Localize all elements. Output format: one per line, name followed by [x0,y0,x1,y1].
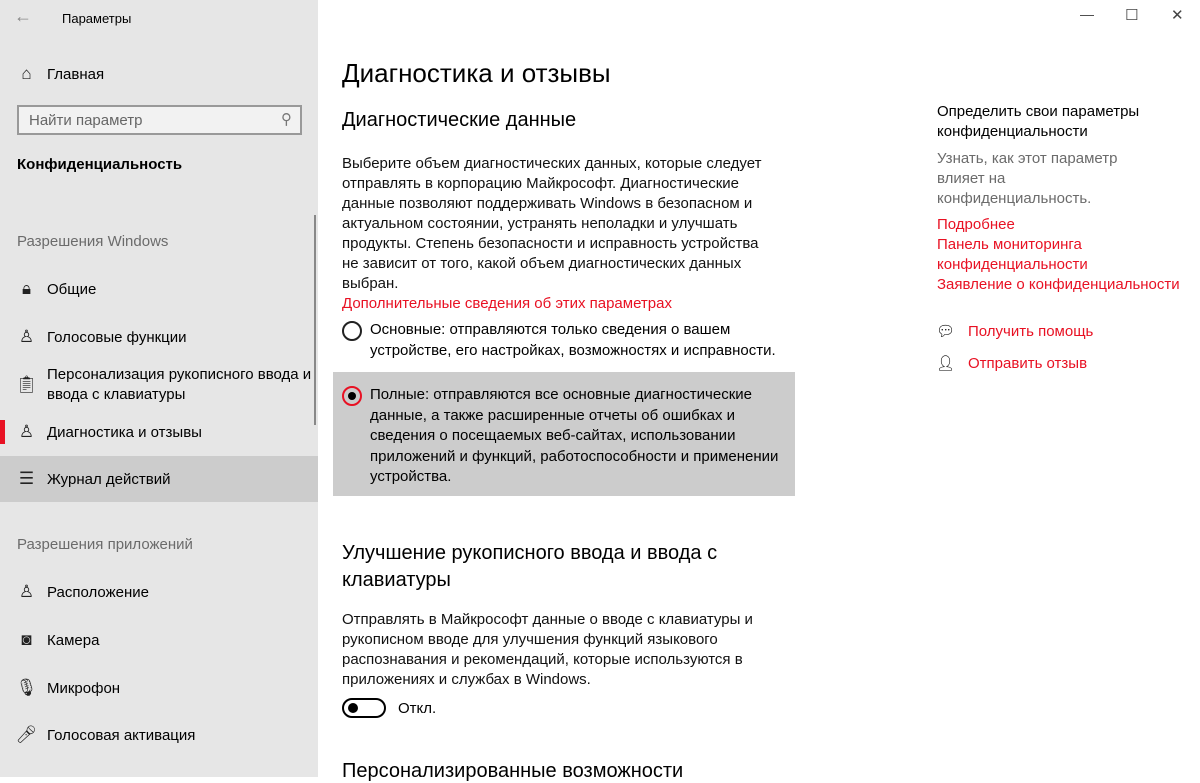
maximize-button[interactable]: ☐ [1125,7,1139,24]
radio-full-label: Полные: отправляются все основные диагностические данные, а также расширенные отчеты об ошибках и сведения о посещаемых веб-сайтах, использовании приложений и функций, работоспособности и применении устройства. [370,386,779,485]
inking-toggle[interactable] [342,698,386,718]
section-inking-typing: Улучшение рукописного ввода и ввода с клавиатуры [342,542,718,591]
sidebar-item-home[interactable] [0,62,318,86]
help-icon: 💬︎ [936,323,956,340]
item-label: Голосовые функции [47,328,187,346]
timeline-icon: ☰ [18,469,35,488]
sidebar-item-microphone[interactable] [0,677,318,699]
speech-icon: ♙ [18,327,35,346]
send-feedback-link[interactable] [936,354,1087,372]
sidebar-item-activity[interactable] [0,456,318,502]
radio-basic[interactable] [342,320,797,361]
home-icon: ⌂ [21,64,32,83]
item-label: Расположение [47,583,149,601]
sidebar-item-diagnostics[interactable] [0,420,318,444]
sidebar [0,0,318,777]
toggle-state: Откл. [398,700,437,717]
item-label: Диагностика и отзывы [47,423,202,441]
page-title: Диагностика и отзывы [342,58,611,88]
voice-icon: 🎤︎ [15,725,38,744]
item-label: Журнал действий [47,470,171,488]
section-personalized: Персонализированные возможности [342,760,684,782]
diagnostic-description: Выберите объем диагностических данных, которые следует отправлять в корпорацию Майкрософт. Диагностические данные позволяют поддерживать Windows в безопасном и актуальном состоянии, устранять неполадки и улучшать продукты. Степень безопасности и исправность устройства не зависит от того, какой объем диагностических данных выбран. [342,155,762,292]
category-heading: Конфиденциальность [17,156,183,173]
aside-heading: Определить свои параметры конфиденциальности [937,103,1140,140]
group-app-permissions: Разрешения приложений [17,536,193,553]
sidebar-item-location[interactable] [0,581,318,603]
camera-icon: ◙ [21,630,32,649]
search-input[interactable] [17,105,302,135]
item-label: Камера [47,631,100,649]
feedback-icon: ♙ [18,422,35,441]
item-label: Персонализация рукописного ввода и ввода с клавиатуры [47,366,312,403]
microphone-icon: 🎙︎ [15,678,38,697]
location-icon: ♙ [18,582,35,601]
aside-subtext: Узнать, как этот параметр влияет на конфиденциальность. [937,150,1118,207]
more-info-link[interactable]: Дополнительные сведения об этих параметрах [342,295,672,312]
item-label: Голосовая активация [47,726,196,744]
feedback-person-icon: 👤︎ [936,355,956,372]
get-help-label: Получить помощь [968,322,1094,340]
active-indicator [0,420,5,444]
sidebar-item-camera[interactable] [0,629,318,651]
close-button[interactable]: ✕ [1171,7,1184,24]
privacy-statement-link[interactable]: Заявление о конфиденциальности [937,276,1180,293]
item-label: Общие [47,280,97,298]
sidebar-item-voice-activation[interactable] [0,724,318,746]
sidebar-item-speech[interactable] [0,326,318,348]
inking-description: Отправлять в Майкрософт данные о вводе с клавиатуры и рукописном вводе для улучшения функций языкового распознавания и рекомендаций, которые используются в приложениях и службах в Windows. [342,611,753,688]
radio-full-circle[interactable] [342,386,362,406]
radio-basic-circle[interactable] [342,321,362,341]
minimize-button[interactable]: — [1080,6,1094,22]
radio-full[interactable] [342,385,787,488]
lock-icon: 🔒︎ [21,279,32,298]
learn-more-link[interactable]: Подробнее [937,216,1015,233]
sidebar-item-general[interactable] [0,278,318,300]
group-windows-permissions: Разрешения Windows [17,233,169,250]
sidebar-item-inking[interactable] [0,364,318,406]
search-placeholder: Найти параметр [29,111,143,129]
window-title: Параметры [62,11,132,26]
get-help-link[interactable] [936,322,1093,340]
search-icon[interactable]: ⚲ [281,111,292,128]
send-feedback-label: Отправить отзыв [968,354,1088,372]
section-diagnostic-data: Диагностические данные [342,109,577,131]
radio-basic-label: Основные: отправляются только сведения о вашем устройстве, его настройках, возможностях и исправности. [370,321,776,359]
item-label: Микрофон [47,679,121,697]
privacy-dashboard-link[interactable]: Панель мониторинга конфиденциальности [937,236,1088,273]
clipboard-icon: 📋︎ [15,375,38,394]
home-label: Главная [47,65,105,83]
back-arrow-icon[interactable]: ← [14,6,32,26]
